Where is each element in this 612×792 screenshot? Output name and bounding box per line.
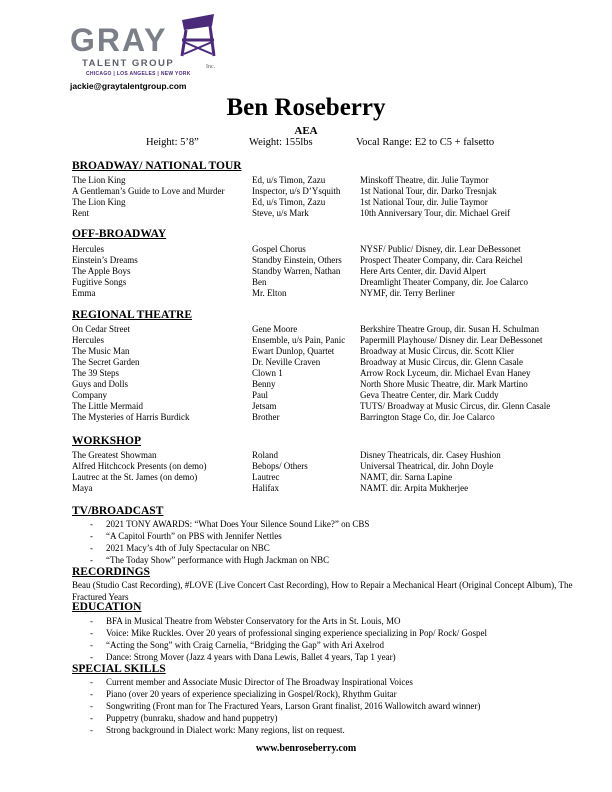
credit-role: Dr. Neville Craven [252, 357, 321, 367]
credit-venue: Disney Theatricals, dir. Casey Hushion [360, 450, 501, 460]
directors-chair-icon [176, 14, 218, 58]
resume-page: GRAY TALENT GROUP Inc. CHICAGO | LOS ANGELES | NEW YORK jackie@graytalentgroup.com Ben Roseberry AEA Height: 5’8” Weight: 155lbs Vocal Range: E2 to C5 + falsetto BROADWAY/ NATIONAL TOUR The Lion King Ed, u/s Timon, Zazu Minskoff Theatre, dir. Julie Taymor A Gentleman’s Guide to Love and Murder Inspector, u/s D’Ysquith 1st National Tour, dir. Darko Tresnjak The Lion King Ed, u/s Timon, Zazu 1st National Tour, dir. Julie Taymor Rent Steve, u/s Mark 10th Anniversary Tour, dir. Michael Greif OFF-BROADWAY Hercules Gospel Chorus NYSF/ Public/ Disney, dir. Lear DeBessonet Einstein’s Dreams Standby Einstein, Others Prospect Theater Company, dir. Cara Reichel The Apple Boys Standby Warren, Nathan Here Arts Center, dir. David Alpert Fugitive Songs Ben Dreamlight Theater Company, dir. Joe Calarco Emma Mr. Elton NYMF, dir. Terry Berliner REGIONAL THEATRE On Cedar Street Gene Moore Berkshire Theatre Group, dir. Susan H. Schulman Hercules Ensemble, u/s Pain, Panic Papermill Playhouse/ Disney dir. Lear DeBessonet The Music Man Ewart Dunlop, Quartet Broadway at Music Circus, dir. Scott Klier The Secret Garden Dr. Neville Craven Broadway at Music Circus, dir. Glenn Casale The 39 Steps Clown 1 Arrow Rock Lyceum, dir. Michael Evan Haney Guys and Dolls Benny North Shore Music Theatre, dir. Mark Martino Company Paul Geva Theatre Center, dir. Mark Cuddy The Little Mermaid Jetsam TUTS/ Broadway at Music Circus, dir. Glenn Casale The Mysteries of Harris Burdick Brother Barrington Stage Co, dir. Joe Calarco WORKSHOP The Greatest Showman Roland Disney Theatricals, dir. Casey Hushion Alfred Hitchcock Presents (on demo) Bebops/ Others Universal Theatrical, dir. John Doyle Lautrec at the St. James (on demo) Lautrec NAMT, dir. Sarna Lapine Maya Halifax NAMT. dir. Arpita Mukherjee TV/BROADCAST - 2021 TONY AWARDS: “What Does Your Silence Sound Like?” on CBS - “A Capitol Fourth” on PBS with Jennifer Nettles - 2021 Macy’s 4th of July Spectacular on NBC - “The Today Show” performance with Hugh Jackman on NBC RECORDINGS Beau (Studio Cast Recording), #LOVE (Live Concert Cast Recording), How to Repair a Mechanical Heart (Original Concept Album), The Fractured Years EDUCATION - BFA in Musical Theatre from Webster Conservatory for the Arts in St. Louis, MO - Voice: Mike Ruckles. Over 20 years of professional singing experience specializing in Pop/ Rock/ Gospel - “Acting the Song” with Craig Carnelia, “Bridging the Gap” with Ari Axelrod - Dance: Strong Mover (Jazz 4 years with Dana Lewis, Ballet 4 years, Tap 1 year) SPECIAL SKILLS - Current member and Associate Music Director of The Broadway Inspirational Voices - Piano (over 20 years of experience specializing in Gospel/Rock), Rhythm Guitar - Songwriting (Front man for The Fractured Years, Larson Grant finalist, 2016 Wallowitch award winner) - Puppetry (bunraku, shadow and hand puppetry) - Strong background in Dialect work: Many regions, list on request. www.benroseberry.com [0, 0, 612, 792]
credit-venue: TUTS/ Broadway at Music Circus, dir. Glenn Casale [360, 401, 551, 411]
credit-show: Lautrec at the St. James (on demo) [72, 472, 198, 482]
credit-role: Standby Warren, Nathan [252, 266, 341, 276]
credit-row [72, 197, 592, 208]
credit-role: Gene Moore [252, 324, 298, 334]
credit-role: Ensemble, u/s Pain, Panic [252, 335, 346, 345]
credit-show: Hercules [72, 335, 104, 345]
credit-venue: Dreamlight Theater Company, dir. Joe Calarco [360, 277, 528, 287]
list-item-text: Piano (over 20 years of experience specializing in Gospel/Rock), Rhythm Guitar [106, 689, 397, 699]
credit-show: The Greatest Showman [72, 450, 157, 460]
section-title-regional: REGIONAL THEATRE [72, 309, 193, 321]
credit-role: Jetsam [252, 401, 277, 411]
credit-show: The Music Man [72, 346, 130, 356]
credit-row [72, 357, 592, 368]
credit-venue: Here Arts Center, dir. David Alpert [360, 266, 486, 276]
credit-show: The Apple Boys [72, 266, 131, 276]
credit-role: Bebops/ Others [252, 461, 308, 471]
recordings-text: Beau (Studio Cast Recording), #LOVE (Live Concert Cast Recording), How to Repair a Mechanical Heart (Original Concept Album), The Fractured Years [72, 580, 573, 602]
credit-row [72, 244, 592, 255]
credit-role: Ewart Dunlop, Quartet [252, 346, 335, 356]
credit-venue: NYSF/ Public/ Disney, dir. Lear DeBessonet [360, 244, 521, 254]
credit-venue: Broadway at Music Circus, dir. Glenn Casale [360, 357, 523, 367]
credit-row [72, 277, 592, 288]
credit-venue: Berkshire Theatre Group, dir. Susan H. Schulman [360, 324, 540, 334]
credit-row [72, 175, 592, 186]
list-item-text: “The Today Show” performance with Hugh Jackman on NBC [106, 555, 330, 565]
section-title-education: EDUCATION [72, 601, 142, 613]
credit-show: The Secret Garden [72, 357, 140, 367]
logo-subtitle: TALENT GROUP [82, 58, 175, 69]
credit-show: On Cedar Street [72, 324, 130, 334]
credit-row [72, 368, 592, 379]
credit-role: Brother [252, 412, 280, 422]
credit-show: Maya [72, 483, 93, 493]
credit-row [72, 288, 592, 299]
credit-row [72, 255, 592, 266]
credit-role: Roland [252, 450, 278, 460]
credit-show: The Mysteries of Harris Burdick [72, 412, 190, 422]
weight-stat: Weight: 155lbs [249, 137, 313, 148]
credit-show: The Lion King [72, 197, 126, 207]
credit-row [72, 346, 592, 357]
performer-name: Ben Roseberry [226, 94, 386, 121]
credit-venue: Universal Theatrical, dir. John Doyle [360, 461, 494, 471]
logo-inc: Inc. [206, 64, 216, 70]
credit-row [72, 335, 592, 346]
credit-venue: Geva Theatre Center, dir. Mark Cuddy [360, 390, 499, 400]
list-item-text: Voice: Mike Ruckles. Over 20 years of professional singing experience specializing in Pop/ Rock/ Gospel [106, 628, 487, 638]
credit-row [72, 461, 592, 472]
credit-venue: 10th Anniversary Tour, dir. Michael Greif [360, 208, 511, 218]
credit-row [72, 401, 592, 412]
credit-venue: 1st National Tour, dir. Julie Taymor [360, 197, 488, 207]
credit-role: Clown 1 [252, 368, 283, 378]
height-stat: Height: 5’8” [146, 137, 199, 148]
list-item-text: 2021 Macy’s 4th of July Spectacular on NBC [106, 543, 270, 553]
list-item-text: Puppetry (bunraku, shadow and hand puppetry) [106, 713, 278, 723]
credit-venue: NYMF, dir. Terry Berliner [360, 288, 455, 298]
credit-role: Gospel Chorus [252, 244, 306, 254]
credit-row [72, 472, 592, 483]
credit-show: Alfred Hitchcock Presents (on demo) [72, 461, 207, 471]
credit-row [72, 450, 592, 461]
credit-show: Einstein’s Dreams [72, 255, 138, 265]
credit-show: Guys and Dolls [72, 379, 128, 389]
credit-venue: Broadway at Music Circus, dir. Scott Klier [360, 346, 514, 356]
credit-role: Ed, u/s Timon, Zazu [252, 197, 326, 207]
credit-venue: NAMT, dir. Sarna Lapine [360, 472, 453, 482]
credit-show: Company [72, 390, 107, 400]
credit-show: Rent [72, 208, 89, 218]
credit-role: Ben [252, 277, 267, 287]
section-title-offbroadway: OFF-BROADWAY [72, 228, 167, 240]
credit-row [72, 483, 592, 494]
section-title-workshop: WORKSHOP [72, 435, 142, 447]
agent-email[interactable]: jackie@graytalentgroup.com [70, 81, 187, 91]
credit-venue: Arrow Rock Lyceum, dir. Michael Evan Haney [360, 368, 531, 378]
credit-row [72, 266, 592, 277]
credit-show: The Lion King [72, 175, 126, 185]
section-title-tv: TV/BROADCAST [72, 505, 164, 517]
list-item-text: “Acting the Song” with Craig Carnelia, “Bridging the Gap” with Ari Axelrod [106, 640, 384, 650]
credit-role: Inspector, u/s D’Ysquith [252, 186, 341, 196]
list-item-text: “A Capitol Fourth” on PBS with Jennifer Nettles [106, 531, 282, 541]
credit-show: A Gentleman’s Guide to Love and Murder [72, 186, 225, 196]
credit-show: The 39 Steps [72, 368, 119, 378]
credit-venue: Minskoff Theatre, dir. Julie Taymor [360, 175, 489, 185]
list-item-text: Dance: Strong Mover (Jazz 4 years with Dana Lewis, Ballet 4 years, Tap 1 year) [106, 652, 396, 662]
credit-role: Benny [252, 379, 276, 389]
credit-venue: Prospect Theater Company, dir. Cara Reichel [360, 255, 523, 265]
logo-wordmark: GRAY [70, 22, 168, 58]
list-item-text: Current member and Associate Music Director of The Broadway Inspirational Voices [106, 677, 413, 687]
credit-role: Paul [252, 390, 269, 400]
list-item-text: Strong background in Dialect work: Many regions, list on request. [106, 725, 345, 735]
credit-show: Emma [72, 288, 96, 298]
website-link[interactable]: www.benroseberry.com [255, 743, 357, 754]
list-item-text: 2021 TONY AWARDS: “What Does Your Silence Sound Like?” on CBS [106, 519, 370, 529]
credit-show: Hercules [72, 244, 104, 254]
credit-role: Standby Einstein, Others [252, 255, 342, 265]
union-affiliation: AEA [294, 125, 318, 137]
credit-show: Fugitive Songs [72, 277, 127, 287]
credit-venue: NAMT. dir. Arpita Mukherjee [360, 483, 469, 493]
list-item-text: Songwriting (Front man for The Fractured Years, Larson Grant finalist, 2016 Wallowitch award winner) [106, 701, 481, 711]
credit-row [72, 379, 592, 390]
gray-talent-group-logo [70, 14, 230, 84]
credit-row [72, 324, 592, 335]
section-title-skills: SPECIAL SKILLS [72, 663, 166, 675]
section-title-recordings: RECORDINGS [72, 566, 150, 578]
credit-row [72, 186, 592, 197]
credit-role: Steve, u/s Mark [252, 208, 309, 218]
vocal-range-stat: Vocal Range: E2 to C5 + falsetto [356, 137, 495, 148]
credit-role: Halifax [252, 483, 279, 493]
section-title-broadway: BROADWAY/ NATIONAL TOUR [72, 160, 242, 172]
credit-role: Lautrec [252, 472, 280, 482]
credit-venue: Papermill Playhouse/ Disney dir. Lear DeBessonet [360, 335, 543, 345]
credit-venue: Barrington Stage Co, dir. Joe Calarco [360, 412, 495, 422]
credit-row [72, 412, 592, 423]
credit-row [72, 208, 592, 219]
list-item-text: BFA in Musical Theatre from Webster Conservatory for the Arts in St. Louis, MO [106, 616, 401, 626]
credit-venue: North Shore Music Theatre, dir. Mark Martino [360, 379, 528, 389]
credit-show: The Little Mermaid [72, 401, 143, 411]
credit-role: Mr. Elton [252, 288, 287, 298]
credit-venue: 1st National Tour, dir. Darko Tresnjak [360, 186, 497, 196]
logo-cities: CHICAGO | LOS ANGELES | NEW YORK [86, 71, 191, 77]
credit-role: Ed, u/s Timon, Zazu [252, 175, 326, 185]
credit-row [72, 390, 592, 401]
